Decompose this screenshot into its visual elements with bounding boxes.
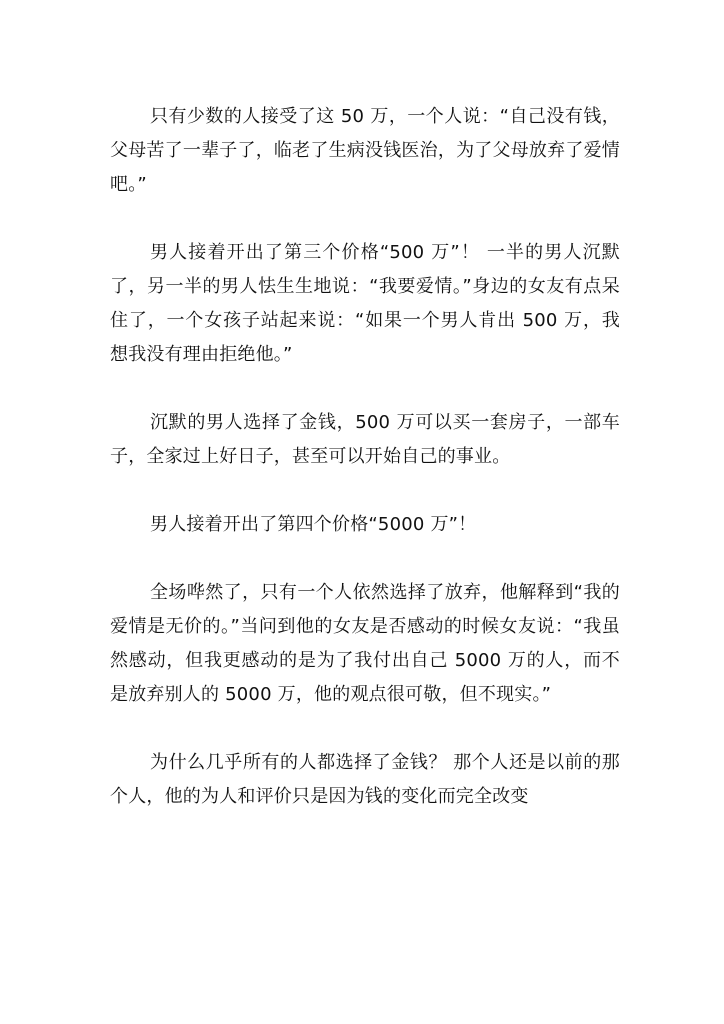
paragraph-2: 男人接着开出了第三个价格“500 万”！ 一半的男人沉默了，另一半的男人怯生生地说：“我要爱情。”身边的女友有点呆住了，一个女孩子站起来说：“如果一个男人肯出 500 万，我想我没有理由拒绝他。”: [110, 242, 620, 365]
paragraph-6: 为什么几乎所有的人都选择了金钱？ 那个人还是以前的那个人，他的为人和评价只是因为钱的变化而完全改变: [110, 752, 620, 807]
paragraph-3: 沉默的男人选择了金钱，500 万可以买一套房子，一部车子，全家过上好日子，甚至可以开始自己的事业。: [110, 412, 620, 467]
paragraph-5: 全场哗然了，只有一个人依然选择了放弃，他解释到“我的爱情是无价的。”当问到他的女友是否感动的时候女友说：“我虽然感动，但我更感动的是为了我付出自己 5000 万的人，而不是放弃别人的 5000 万，他的观点很可敬，但不现实。”: [110, 582, 620, 705]
paragraph-1: 只有少数的人接受了这 50 万，一个人说：“自己没有钱，父母苦了一辈子了，临老了生病没钱医治，为了父母放弃了爱情吧。”: [110, 106, 620, 195]
paragraph-4: 男人接着开出了第四个价格“5000 万”！: [150, 514, 477, 535]
document-body: [110, 100, 620, 848]
